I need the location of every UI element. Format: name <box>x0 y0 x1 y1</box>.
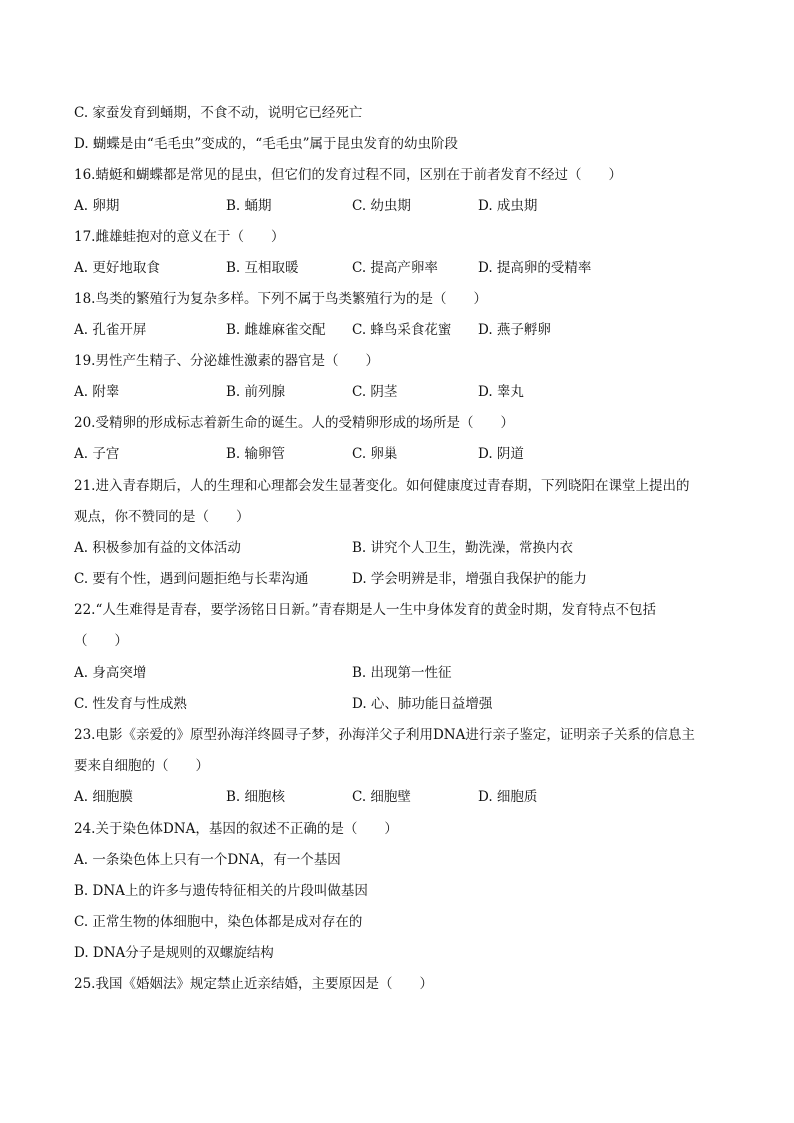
q20-option-b: B. 输卵管 <box>226 446 286 462</box>
q21-option-c: C. 要有个性，遇到问题拒绝与长辈沟通 <box>74 571 309 587</box>
q21-stem-line1: 21.进入青春期后，人的生理和心理都会发生显著变化。如何健康度过青春期，下列晓阳在课堂上提出的 <box>74 478 690 494</box>
q24-option-d: D. DNA分子是规则的双螺旋结构 <box>74 945 274 961</box>
q23-option-a: A. 细胞膜 <box>74 789 133 805</box>
q17-option-c: C. 提高产卵率 <box>352 260 438 276</box>
q19-option-d: D. 睾丸 <box>478 384 524 400</box>
q22-option-c: C. 性发育与性成熟 <box>74 696 187 712</box>
q16-option-d: D. 成虫期 <box>478 198 538 214</box>
q18-option-d: D. 燕子孵卵 <box>478 322 551 338</box>
q24-option-c: C. 正常生物的体细胞中，染色体都是成对存在的 <box>74 914 363 930</box>
q19-option-a: A. 附睾 <box>74 384 120 400</box>
q18-stem: 18.鸟类的繁殖行为复杂多样。下列不属于鸟类繁殖行为的是（ ） <box>74 291 487 307</box>
q24-option-a: A. 一条染色体上只有一个DNA，有一个基因 <box>74 852 341 868</box>
q18-option-b: B. 雌雄麻雀交配 <box>226 322 326 338</box>
q25-stem: 25.我国《婚姻法》规定禁止近亲结婚，主要原因是（ ） <box>74 976 433 992</box>
option-c-prev: C. 家蚕发育到蛹期，不食不动，说明它已经死亡 <box>74 105 363 121</box>
q20-option-c: C. 卵巢 <box>352 446 398 462</box>
q22-option-b: B. 出现第一性征 <box>352 665 452 681</box>
q23-stem-line1: 23.电影《亲爱的》原型孙海洋终圆寻子梦，孙海洋父子利用DNA进行亲子鉴定，证明亲子关系的信息主 <box>74 727 695 743</box>
q17-stem: 17.雌雄蛙抱对的意义在于（ ） <box>74 229 285 245</box>
q21-stem-line2: 观点，你不赞同的是（ ） <box>74 509 250 525</box>
q20-stem: 20.受精卵的形成标志着新生命的诞生。人的受精卵形成的场所是（ ） <box>74 415 514 431</box>
q17-option-a: A. 更好地取食 <box>74 260 160 276</box>
q21-option-b: B. 讲究个人卫生，勤洗澡，常换内衣 <box>352 540 574 556</box>
q19-option-b: B. 前列腺 <box>226 384 286 400</box>
option-d-prev: D. 蝴蝶是由“毛毛虫”变成的，“毛毛虫”属于昆虫发育的幼虫阶段 <box>74 136 459 152</box>
q21-option-a: A. 积极参加有益的文体活动 <box>74 540 241 556</box>
q16-option-c: C. 幼虫期 <box>352 198 411 214</box>
q22-option-a: A. 身高突增 <box>74 665 147 681</box>
q20-option-a: A. 子宫 <box>74 446 120 462</box>
q20-option-d: D. 阴道 <box>478 446 524 462</box>
q22-stem-line1: 22.“人生难得是青春，要学汤铭日日新。”青春期是人一生中身体发育的黄金时期，发育特点不包括 <box>74 602 657 618</box>
q16-option-a: A. 卵期 <box>74 198 120 214</box>
q23-option-b: B. 细胞核 <box>226 789 286 805</box>
q22-stem-line2: （ ） <box>74 633 128 649</box>
q18-option-a: A. 孔雀开屏 <box>74 322 147 338</box>
q24-stem: 24.关于染色体DNA，基因的叙述不正确的是（ ） <box>74 821 398 837</box>
q17-option-b: B. 互相取暖 <box>226 260 299 276</box>
q18-option-c: C. 蜂鸟采食花蜜 <box>352 322 452 338</box>
q21-option-d: D. 学会明辨是非，增强自我保护的能力 <box>352 571 587 587</box>
q17-option-d: D. 提高卵的受精率 <box>478 260 592 276</box>
q23-option-c: C. 细胞壁 <box>352 789 411 805</box>
q23-option-d: D. 细胞质 <box>478 789 538 805</box>
q19-option-c: C. 阴茎 <box>352 384 398 400</box>
q22-option-d: D. 心、肺功能日益增强 <box>352 696 493 712</box>
q19-stem: 19.男性产生精子、分泌雄性激素的器官是（ ） <box>74 353 379 369</box>
q24-option-b: B. DNA上的许多与遗传特征相关的片段叫做基因 <box>74 883 368 899</box>
q16-option-b: B. 蛹期 <box>226 198 272 214</box>
q23-stem-line2: 要来自细胞的（ ） <box>74 758 209 774</box>
q16-stem: 16.蜻蜓和蝴蝶都是常见的昆虫，但它们的发育过程不同，区别在于前者发育不经过（ ） <box>74 167 622 183</box>
